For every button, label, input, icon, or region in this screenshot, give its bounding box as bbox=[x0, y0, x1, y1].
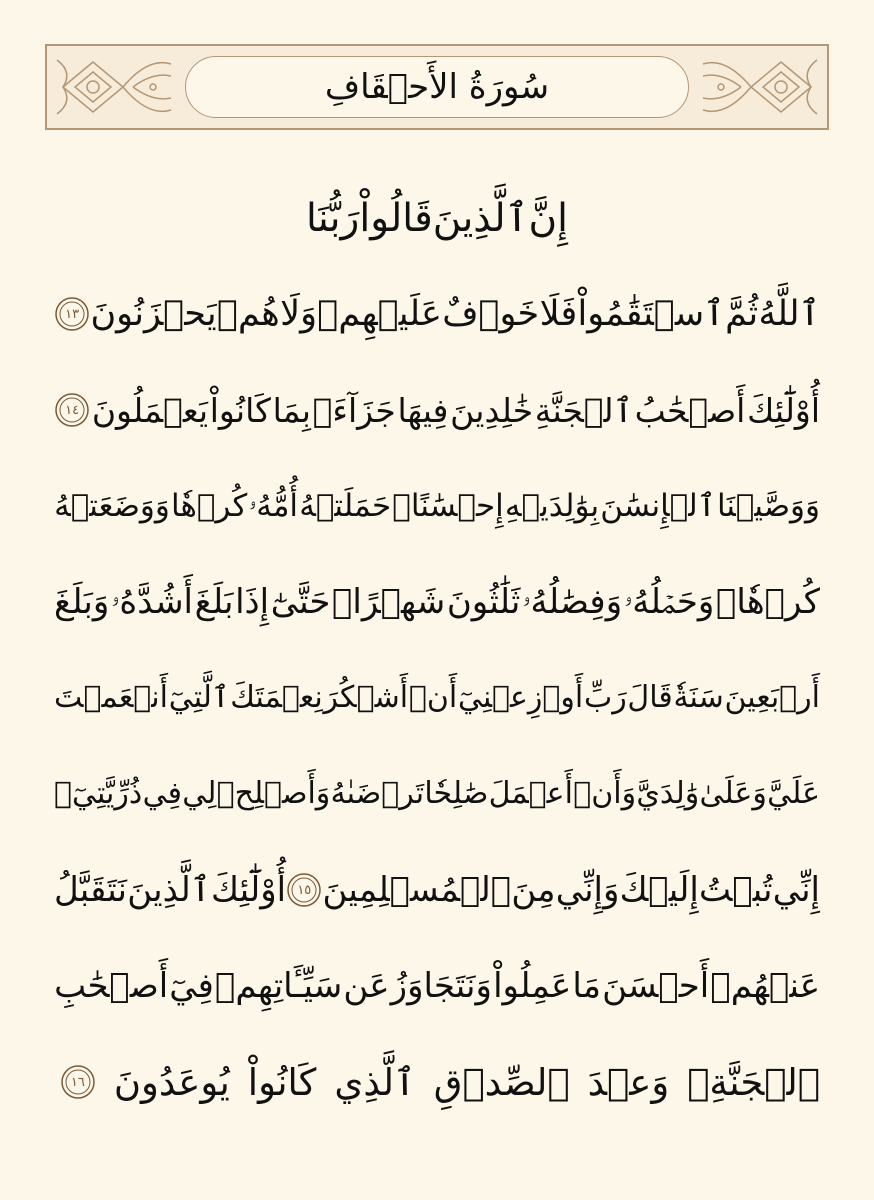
verse-word: يَعۡمَلُونَ bbox=[91, 390, 209, 430]
verse-word: بَلَغَ bbox=[194, 582, 234, 622]
verse-word: كَانُواْ bbox=[247, 1060, 317, 1104]
verse-word: نَتَقَبَّلُ bbox=[54, 870, 127, 910]
verse-word: ثَلَٰثُونَ bbox=[446, 582, 521, 622]
verse-word: فِيٓ bbox=[169, 966, 214, 1006]
verse-word: فِيهَا bbox=[397, 390, 449, 430]
verse-word: أَصۡحَٰبُ bbox=[634, 390, 746, 430]
verse-line bbox=[54, 170, 820, 266]
verse-word: ٱلَّذِينَ bbox=[127, 870, 211, 910]
verse-word: ثُمَّ bbox=[725, 293, 759, 334]
verse-word: ٱلۡإِنسَٰنَ bbox=[600, 487, 716, 524]
surah-title: سُورَةُ الأَحۡقَافِ bbox=[324, 67, 550, 107]
ayah-number-marker bbox=[286, 872, 322, 908]
verse-word: لِي bbox=[182, 776, 217, 811]
verse-word: فَلَا bbox=[539, 293, 578, 334]
verse-word: ذُرِّيَّتِيٓۖ bbox=[54, 776, 143, 811]
verse-line bbox=[54, 458, 820, 554]
ayah-number: ١٦ bbox=[70, 1074, 85, 1090]
verse-word: إِنِّي bbox=[772, 870, 820, 910]
verse-word: عَلَيۡهِمۡ bbox=[317, 293, 442, 334]
verse-word: أَوۡزِعۡنِيٓ bbox=[457, 680, 584, 715]
verse-word: وَنَتَجَاوَزُ bbox=[390, 966, 492, 1006]
verse-word: أَعۡمَلَ bbox=[488, 776, 573, 811]
verse-line bbox=[54, 842, 820, 938]
verse-word: سَنَةٗ bbox=[673, 680, 724, 715]
verse-word: أَرۡبَعِينَ bbox=[724, 680, 820, 715]
verse-word: سَيِّـَٔاتِهِمۡ bbox=[215, 966, 343, 1006]
ayah-number-marker bbox=[54, 392, 90, 428]
surah-header bbox=[45, 44, 829, 130]
verse-word: وَعۡدَ bbox=[587, 1060, 670, 1104]
verse-word: ٱلۡجَنَّةِ bbox=[534, 390, 633, 430]
verse-word: ٱلصِّدۡقِ bbox=[433, 1060, 570, 1104]
verse-word: أَنۡ bbox=[408, 680, 458, 715]
verse-word: إِذَا bbox=[235, 582, 270, 622]
verse-word: وَوَصَّيۡنَا bbox=[716, 487, 820, 524]
verse-word: كَانُواْ bbox=[209, 390, 271, 430]
verse-word: شَهۡرًاۚ bbox=[332, 582, 446, 622]
verse-word: صَٰلِحٗا bbox=[424, 776, 489, 811]
verse-word: قَالَ bbox=[627, 680, 673, 715]
verse-word: تُبۡتُ bbox=[699, 870, 773, 910]
verse-word: بِمَا bbox=[272, 390, 311, 430]
verse-word: أَشۡكُرَ bbox=[323, 680, 409, 715]
verse-line bbox=[54, 554, 820, 650]
verse-word: مَا bbox=[572, 966, 601, 1006]
verse-word: وَأَصۡلِحۡ bbox=[216, 776, 331, 811]
verse-line bbox=[54, 1034, 820, 1130]
verse-word: أُوْلَٰٓئِكَ bbox=[210, 870, 287, 910]
verse-word: وَأَنۡ bbox=[573, 776, 637, 811]
verse-word: إِنَّ bbox=[528, 195, 568, 241]
verse-word: يَحۡزَنُونَ bbox=[90, 293, 217, 334]
ayah-number-marker bbox=[54, 296, 90, 332]
verse-word: فِي bbox=[142, 776, 182, 811]
verse-word: أَصۡحَٰبِ bbox=[54, 966, 169, 1006]
verse-word: عَلَيَّ bbox=[767, 776, 820, 811]
verse-word: عَن bbox=[343, 966, 390, 1006]
verse-line bbox=[54, 746, 820, 842]
verse-word: رَبُّنَا bbox=[306, 195, 360, 241]
verse-word: كُرۡهٗا bbox=[171, 487, 248, 524]
verse-word: أَشُدَّهُۥ bbox=[110, 582, 194, 622]
verse-word: وَإِنِّي bbox=[555, 870, 620, 910]
verse-word: ٱلۡجَنَّةِۖ bbox=[687, 1060, 820, 1104]
verse-line bbox=[54, 938, 820, 1034]
verse-line bbox=[54, 266, 820, 362]
verse-word: وَلَا bbox=[280, 293, 317, 334]
verse-word: أُمُّهُۥ bbox=[248, 487, 299, 524]
verse-word: وَٰلِدَيَّ bbox=[636, 776, 700, 811]
verse-word: وَعَلَىٰ bbox=[699, 776, 767, 811]
verse-word: عَمِلُواْ bbox=[493, 966, 572, 1006]
verse-word: هُمۡ bbox=[217, 293, 280, 334]
surah-title-box bbox=[185, 56, 689, 118]
verse-word: إِحۡسَٰنًاۖ bbox=[392, 487, 504, 524]
verse-word: إِلَيۡكَ bbox=[619, 870, 699, 910]
verse-word: نِعۡمَتَكَ bbox=[230, 680, 323, 715]
verses-block bbox=[54, 170, 820, 1130]
arabesque-ornament-icon bbox=[53, 52, 177, 122]
verse-word: أَحۡسَنَ bbox=[602, 966, 710, 1006]
verse-word: جَزَآءَۢ bbox=[312, 390, 396, 430]
verse-word: حَمَلَتۡهُ bbox=[299, 487, 392, 524]
verse-word: ٱلَّذِي bbox=[334, 1060, 416, 1104]
verse-word: ٱلَّذِينَ bbox=[432, 195, 529, 241]
verse-word: قَالُواْ bbox=[359, 195, 433, 241]
verse-word: عَنۡهُمۡ bbox=[710, 966, 820, 1006]
verse-word: بِوَٰلِدَيۡهِ bbox=[504, 487, 600, 524]
verse-word: وَوَضَعَتۡهُ bbox=[54, 487, 170, 524]
ayah-number: ١٤ bbox=[65, 402, 80, 418]
verse-word: خَوۡفٌ bbox=[442, 293, 540, 334]
verse-word: مِنَ bbox=[511, 870, 556, 910]
verse-line bbox=[54, 650, 820, 746]
verse-word: وَبَلَغَ bbox=[54, 582, 110, 622]
ayah-number-marker bbox=[60, 1064, 96, 1100]
verse-word: ٱللَّهُ bbox=[758, 293, 820, 334]
ayah-number: ١٣ bbox=[65, 306, 80, 322]
verse-word: ٱسۡتَقَٰمُواْ bbox=[577, 293, 725, 334]
verse-word: أُوْلَٰٓئِكَ bbox=[747, 390, 820, 430]
ayah-number: ١٥ bbox=[297, 882, 312, 898]
verse-word: وَحَمۡلُهُۥ bbox=[623, 582, 715, 622]
verse-word: حَتَّىٰٓ bbox=[270, 582, 331, 622]
verse-word: كُرۡهٗاۖ bbox=[715, 582, 820, 622]
verse-line bbox=[54, 362, 820, 458]
arabesque-ornament-icon bbox=[697, 52, 821, 122]
verse-word: تَرۡضَىٰهُ bbox=[330, 776, 425, 811]
verse-word: يُوعَدُونَ bbox=[113, 1060, 230, 1104]
verse-word: رَبِّ bbox=[583, 680, 627, 715]
verse-word: أَنۡعَمۡتَ bbox=[54, 680, 168, 715]
verse-word: خَٰلِدِينَ bbox=[450, 390, 534, 430]
verse-word: وَفِصَٰلُهُۥ bbox=[521, 582, 623, 622]
verse-word: ٱلۡمُسۡلِمِينَ bbox=[322, 870, 512, 910]
verse-word: ٱلَّتِيٓ bbox=[168, 680, 230, 715]
